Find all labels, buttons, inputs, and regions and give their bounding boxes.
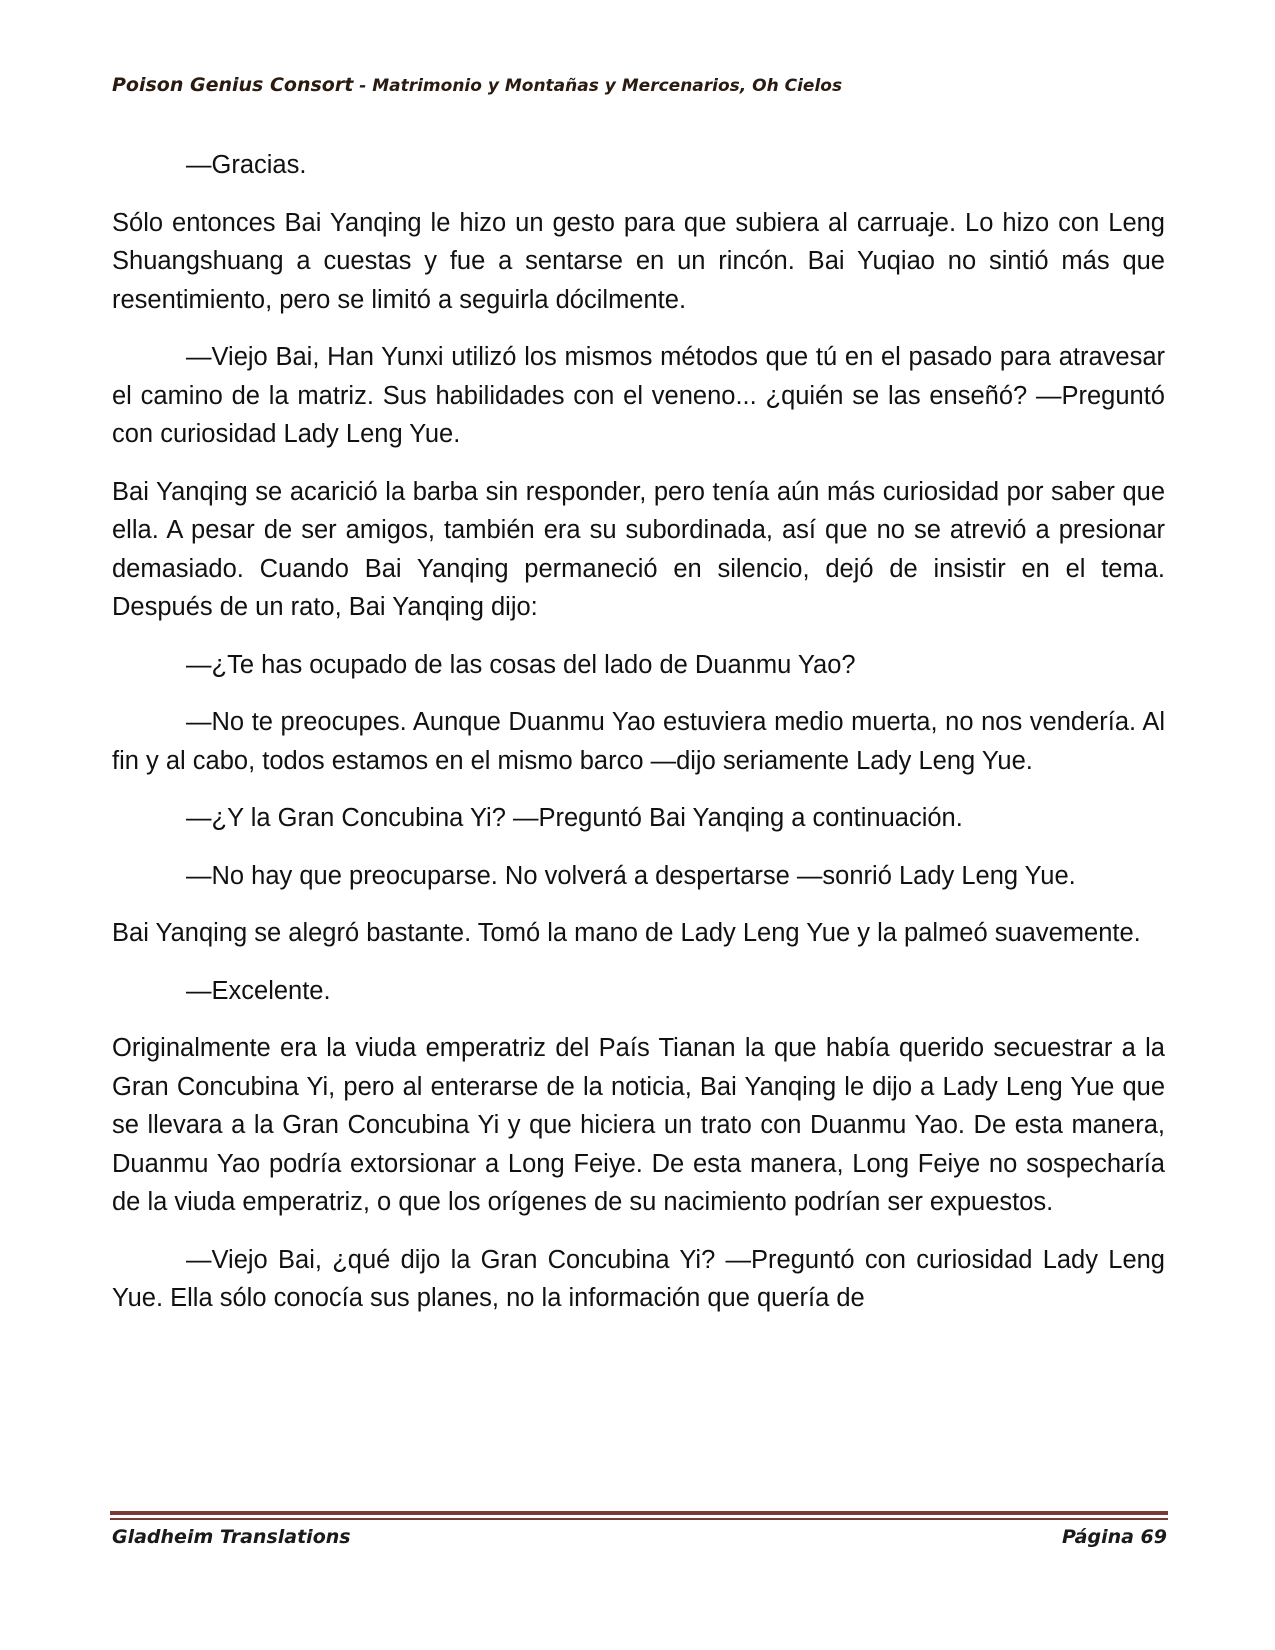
dialogue-paragraph: —Gracias. [186, 151, 307, 179]
dialogue-paragraph: —¿Te has ocupado de las cosas del lado de Duanmu Yao? [186, 650, 856, 679]
dialogue-paragraph: —No hay que preocuparse. No volverá a despertarse —sonrió Lady Leng Yue. [186, 861, 1076, 890]
book-title: Poison Genius Consort [112, 74, 354, 96]
footer-divider [110, 1511, 1168, 1515]
narrative-paragraph: Originalmente era la viuda emperatriz del País Tianan la que había querido secuestrar a la Gran Concubina Yi, pero al enterarse de la noticia, Bai Yanqing le dijo a Lady Leng Yue que se llevara a la Gran Concubina Yi y que hiciera un trato con Duanmu Yao. De esta manera, Duanmu Yao podría extorsionar a Long Feiye. De esta manera, Long Feiye no sospecharía de la viuda emperatriz, o que los orígenes de su nacimiento podrían ser expuestos. [112, 1034, 1165, 1216]
dialogue-paragraph: —¿Y la Gran Concubina Yi? —Preguntó Bai Yanqing a continuación. [186, 804, 963, 832]
page-number: Página 69 [1061, 1526, 1167, 1548]
narrative-paragraph: Bai Yanqing se alegró bastante. Tomó la mano de Lady Leng Yue y la palmeó suavemente. [112, 919, 1141, 947]
footer-publisher: Gladheim Translations [112, 1526, 351, 1548]
dialogue-paragraph: —Excelente. [186, 976, 331, 1005]
dialogue-paragraph: —Viejo Bai, ¿qué dijo la Gran Concubina Yi? —Preguntó con curiosidad Lady Leng Yue. Ella sólo conocía sus planes, no la información que quería de [112, 1245, 1165, 1312]
narrative-paragraph: Sólo entonces Bai Yanqing le hizo un gesto para que subiera al carruaje. Lo hizo con Leng Shuangshuang a cuestas y fue a sentarse en un rincón. Bai Yuqiao no sintió más que resentimiento, pero se limitó a seguirla dócilmente. [112, 208, 1165, 314]
page-body [112, 146, 1165, 1337]
narrative-paragraph: Bai Yanqing se acarició la barba sin responder, pero tenía aún más curiosidad por saber que ella. A pesar de ser amigos, también era su subordinada, así que no se atrevió a presionar demasiado. Cuando Bai Yanqing permaneció en silencio, dejó de insistir en el tema. Después de un rato, Bai Yanqing dijo: [112, 477, 1165, 621]
dialogue-paragraph: —No te preocupes. Aunque Duanmu Yao estuviera medio muerta, no nos vendería. Al fin y al cabo, todos estamos en el mismo barco —dijo seriamente Lady Leng Yue. [112, 708, 1165, 775]
chapter-title: - Matrimonio y Montañas y Mercenarios, Oh Cielos [353, 76, 843, 96]
dialogue-paragraph: —Viejo Bai, Han Yunxi utilizó los mismos métodos que tú en el pasado para atravesar el camino de la matriz. Sus habilidades con el veneno... ¿quién se las enseñó? —Preguntó con curiosidad Lady Leng Yue. [112, 343, 1165, 448]
footer-divider-thin [110, 1518, 1168, 1520]
running-header [112, 74, 842, 96]
